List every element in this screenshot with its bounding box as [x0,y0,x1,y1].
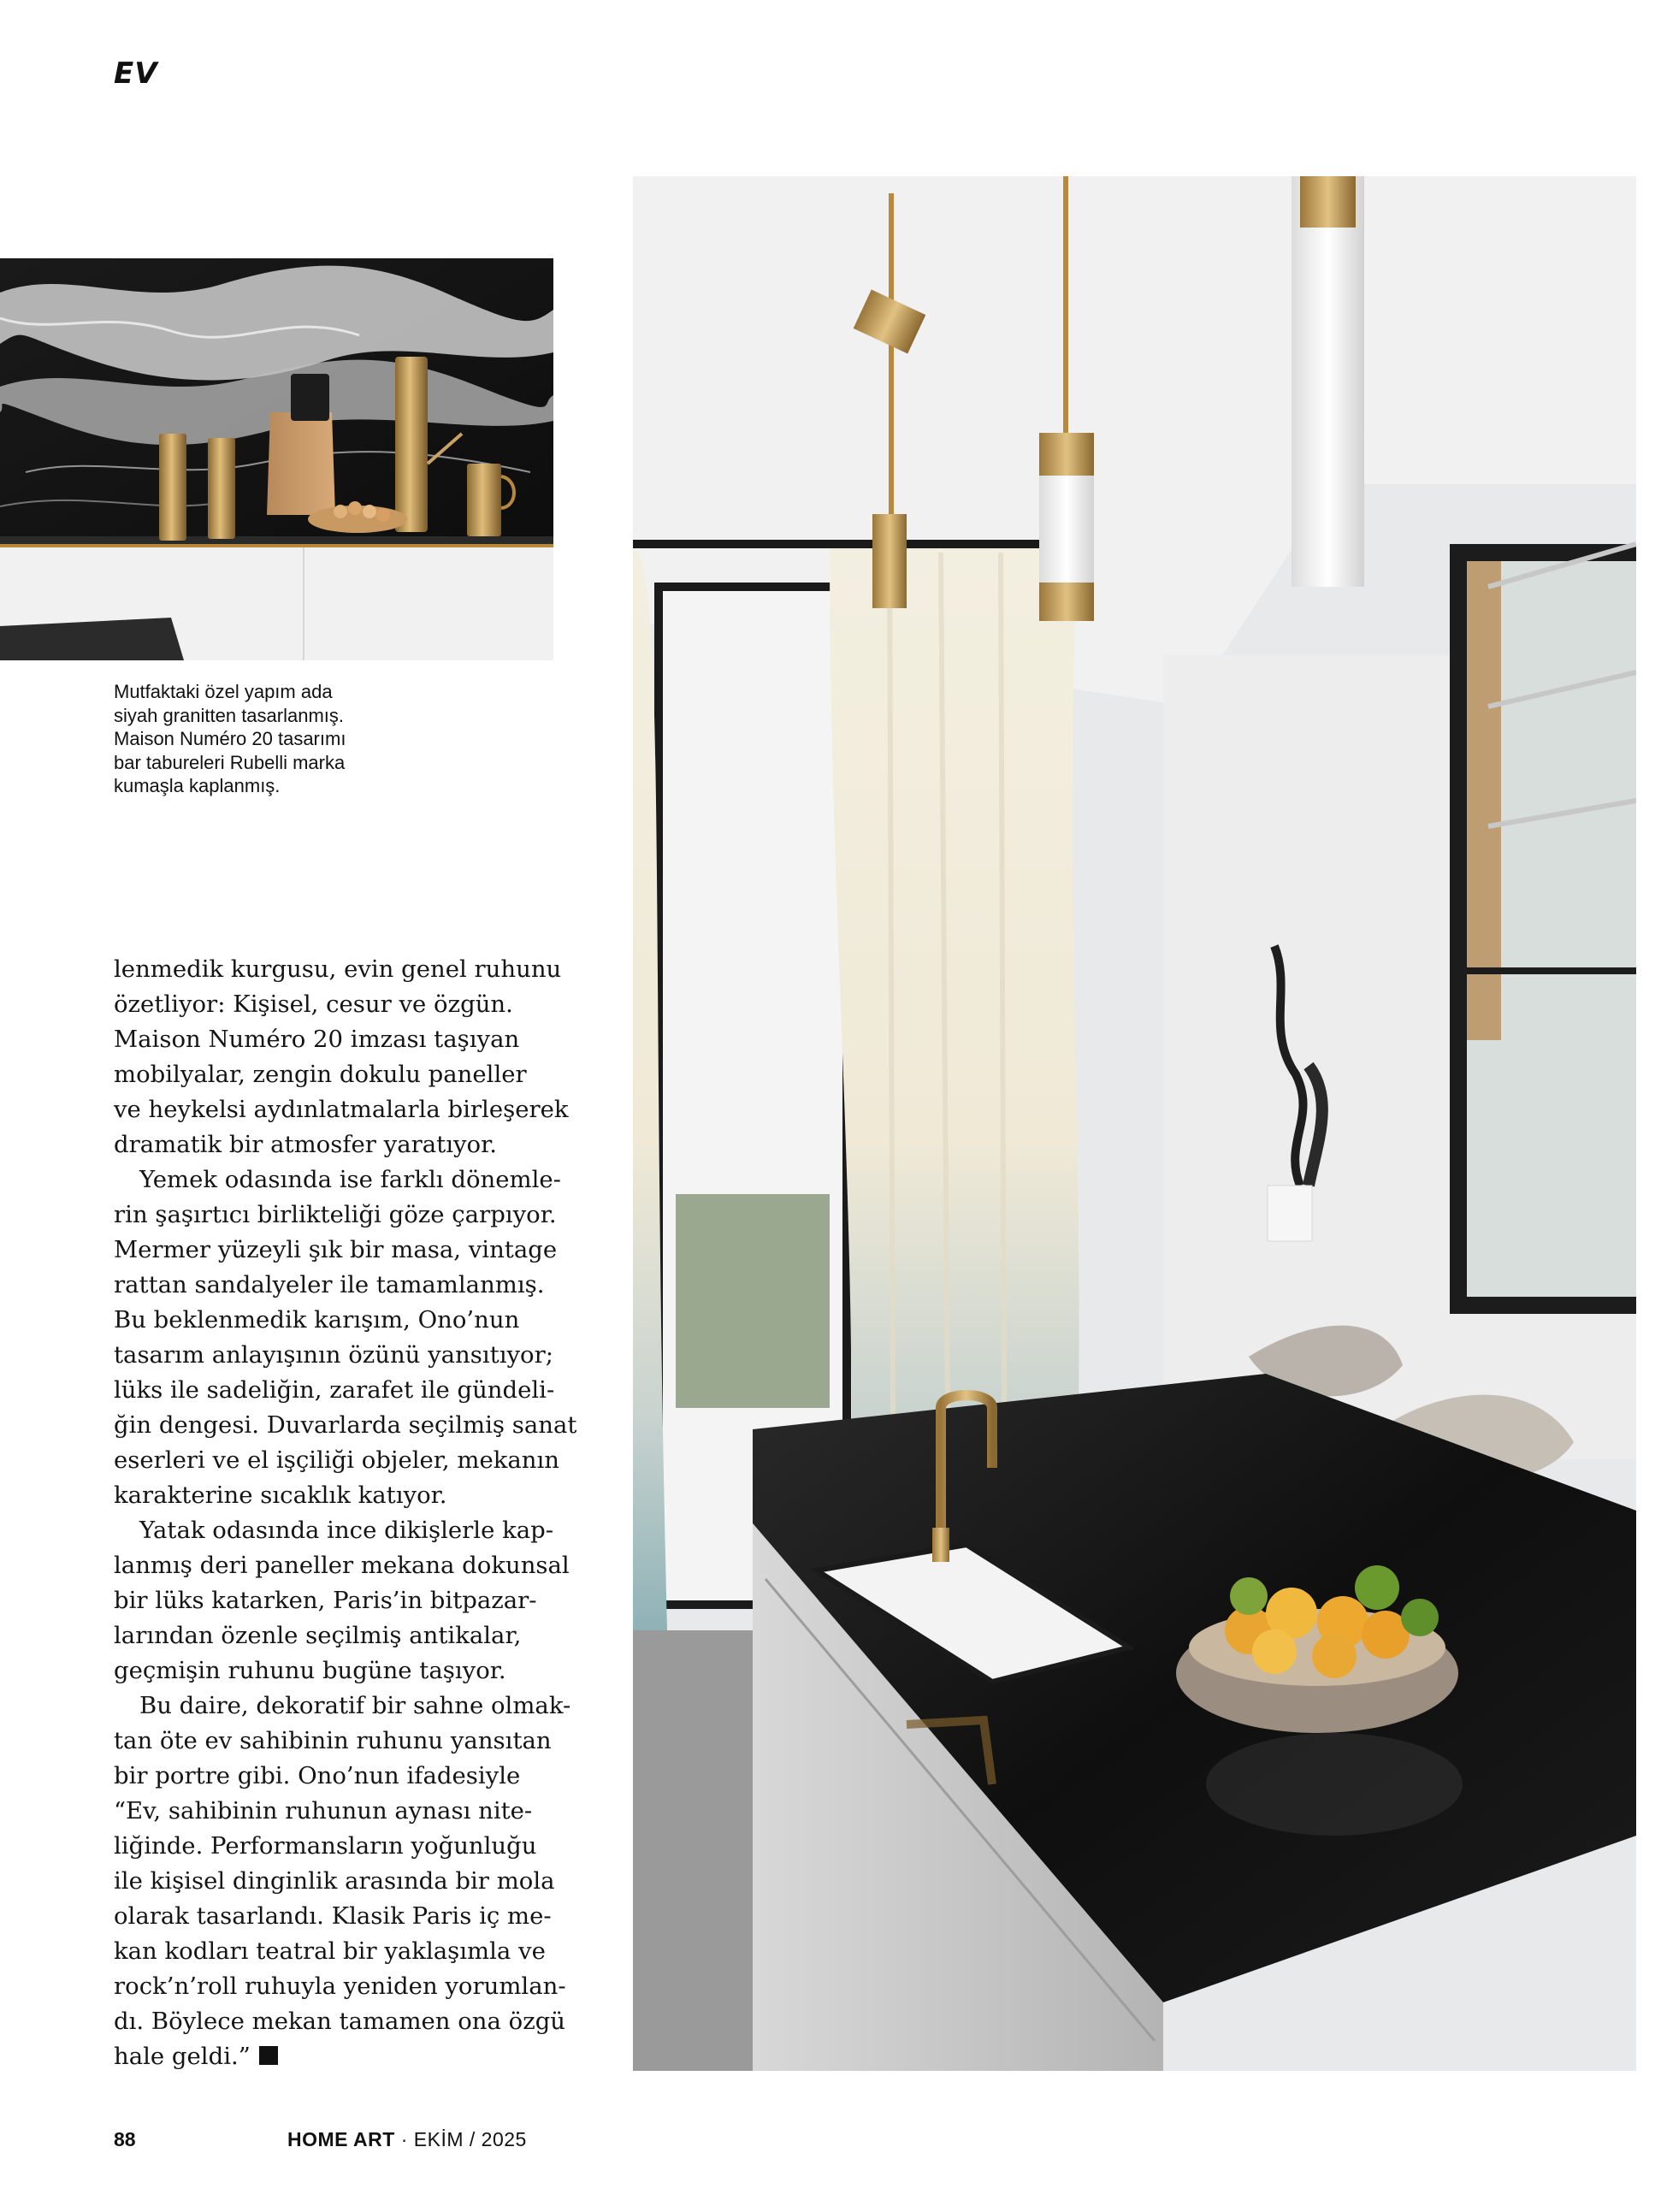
photo-caption [114,680,430,798]
body-line: lenmedik kurgusu, evin genel ruhunu [114,955,562,983]
body-line: Bu beklenmedik karışım, Ono’nun [114,1306,520,1334]
body-line: olarak tasarlandı. Klasik Paris iç me- [114,1902,552,1930]
body-line: kan kodları teatral bir yaklaşımla ve [114,1937,546,1965]
body-line: lüks ile sadeliğin, zarafet ile gündeli- [114,1376,555,1404]
body-line: Mermer yüzeyli şık bir masa, vintage [114,1236,558,1263]
caption-line: siyah granitten tasarlanmış. [114,704,345,726]
body-line: Yatak odasında ince dikişlerle kap- [139,1517,554,1544]
footer-separator: · [394,2128,414,2150]
body-line: karakterine sıcaklık katıyor. [114,1482,447,1509]
body-line-last [114,2039,563,2074]
body-line: larından özenle seçilmiş antikalar, [114,1622,522,1649]
caption-line: Maison Numéro 20 tasarımı [114,728,346,749]
issue-date: EKİM / 2025 [413,2128,527,2150]
caption-line: Mutfaktaki özel yapım ada [114,681,333,702]
caption-line: kumaşla kaplanmış. [114,775,281,796]
section-tag: EV [114,56,158,91]
body-line: rin şaşırtıcı birlikteliği göze çarpıyor. [114,1201,557,1228]
body-line: bir lüks katarken, Paris’in bitpazar- [114,1587,537,1614]
body-line: Bu daire, dekoratif bir sahne olmak- [139,1692,571,1719]
body-line: bir portre gibi. Ono’nun ifadesiyle [114,1762,521,1789]
magazine-name: HOME ART [287,2128,395,2150]
footer-magazine [287,2128,527,2151]
body-line: Maison Numéro 20 imzası taşıyan [114,1026,520,1053]
body-line: liğinde. Performansların yoğunluğu [114,1832,537,1860]
caption-line: bar tabureleri Rubelli marka [114,751,346,773]
body-line: dı. Böylece mekan tamamen ona özgü [114,2008,566,2035]
body-line: rattan sandalyeler ile tamamlanmış. [114,1271,545,1298]
body-line: Yemek odasında ise farklı dönemle- [139,1166,561,1193]
body-line: “Ev, sahibinin ruhunun aynası nite- [114,1797,533,1825]
body-line: dramatik bir atmosfer yaratıyor. [114,1131,497,1158]
body-line: ğin dengesi. Duvarlarda seçilmiş sanat [114,1411,577,1439]
page-number: 88 [114,2128,136,2150]
body-line: lanmış deri paneller mekana dokunsal [114,1552,570,1579]
kitchen-island-photo [633,176,1636,2071]
body-line: geçmişin ruhunu bugüne taşıyor. [114,1657,506,1684]
body-line: tasarım anlayışının özünü yansıtıyor; [114,1341,554,1369]
body-line: rock’n’roll ruhuyla yeniden yorumlan- [114,1972,566,2000]
kitchen-detail-photo [0,258,553,660]
body-line: mobilyalar, zengin dokulu paneller [114,1061,527,1088]
article-body [114,952,577,2074]
body-line-text: hale geldi.” [114,2043,251,2070]
body-line: eserleri ve el işçiliği objeler, mekanın [114,1446,560,1474]
body-line: tan öte ev sahibinin ruhunu yansıtan [114,1727,552,1754]
body-line: ile kişisel dinginlik arasında bir mola [114,1867,555,1895]
end-mark-icon [259,2046,278,2065]
body-line: ve heykelsi aydınlatmalarla birleşerek [114,1096,569,1123]
body-line: özetliyor: Kişisel, cesur ve özgün. [114,991,513,1018]
